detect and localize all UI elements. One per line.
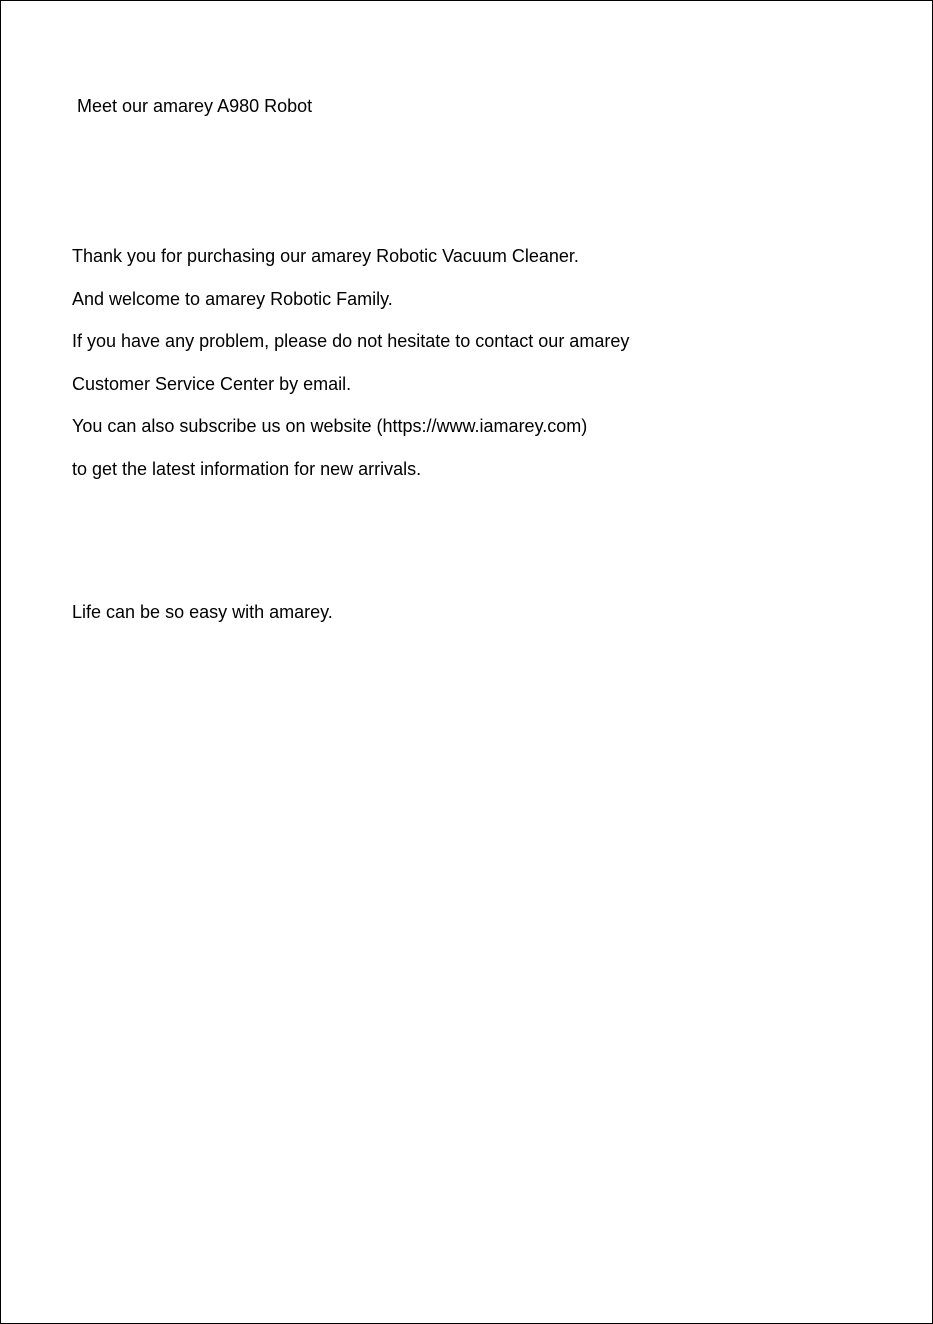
closing-line: Life can be so easy with amarey. (72, 602, 333, 622)
intro-line: You can also subscribe us on website (https://www.iamarey.com) (72, 416, 588, 437)
intro-line: to get the latest information for new arrivals. (72, 458, 422, 479)
intro-line: Thank you for purchasing our amarey Robotic Vacuum Cleaner. (72, 246, 579, 266)
intro-paragraph (72, 245, 629, 501)
intro-line: If you have any problem, please do not hesitate to contact our amarey (72, 331, 630, 352)
page-title: Meet our amarey A980 Robot (77, 96, 313, 116)
intro-line: Customer Service Center by email. (72, 373, 352, 394)
intro-line: And welcome to amarey Robotic Family. (72, 288, 393, 309)
